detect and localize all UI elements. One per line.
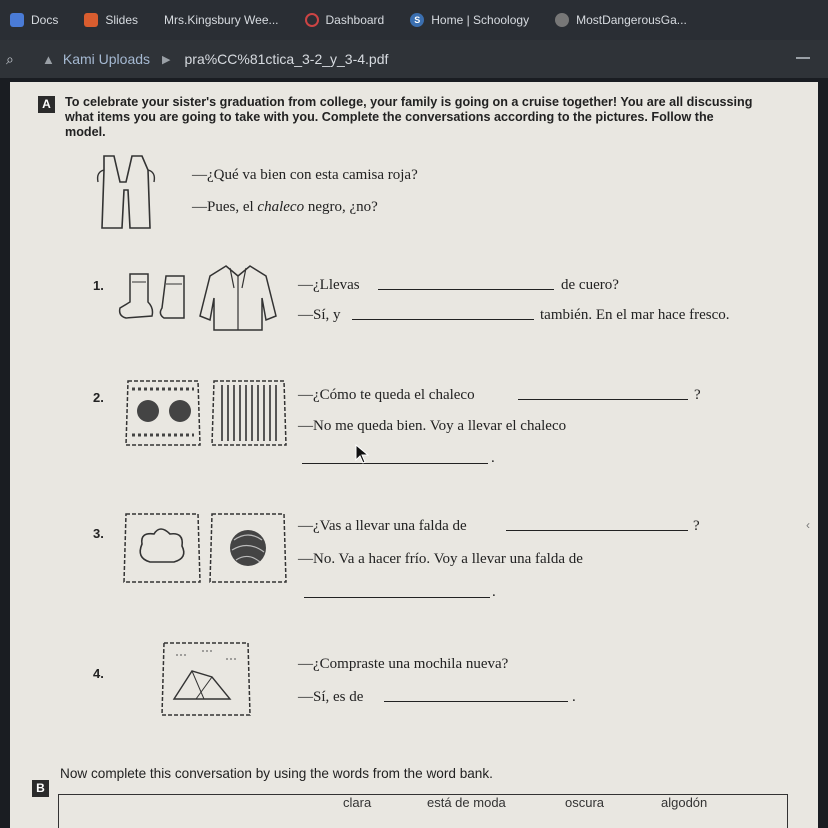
file-name[interactable]: pra%CC%81ctica_3-2_y_3-4.pdf (184, 51, 389, 67)
item-number: 4. (93, 666, 104, 681)
mouse-cursor-icon (355, 444, 369, 464)
item3-answer: —No. Va a hacer frío. Voy a llevar una falda de (298, 551, 583, 567)
bookmark-slides[interactable]: Slides (84, 13, 138, 27)
site-icon (555, 13, 569, 27)
bookmark-dashboard[interactable]: Dashboard (305, 13, 385, 27)
striped-fabric-image (208, 377, 290, 449)
item4-answer-end: . (572, 689, 576, 705)
boots-image (108, 268, 198, 328)
word-bank-item: oscura (565, 795, 605, 810)
bookmark-kingsbury[interactable]: Mrs.Kingsbury Wee... (164, 13, 279, 27)
model-answer: —Pues, el chaleco negro, ¿no? (192, 199, 378, 215)
slides-icon (84, 13, 98, 27)
item2-question-start: —¿Cómo te queda el chaleco (298, 387, 475, 403)
item1-answer-end: también. En el mar hace fresco. (540, 307, 730, 323)
answer-blank-3a[interactable] (506, 530, 688, 531)
answer-blank-4[interactable] (384, 701, 568, 702)
exercise-b-instructions: Now complete this conversation by using the words from the word bank. (60, 766, 493, 781)
word-bank-item: algodón (661, 795, 708, 810)
exercise-b-tag: B (32, 780, 49, 797)
chevron-right-icon: ▶ (162, 53, 171, 66)
drive-icon: ▲ (42, 51, 55, 67)
jacket-image (196, 262, 280, 334)
breadcrumb-kami-uploads[interactable]: Kami Uploads (62, 51, 151, 67)
search-icon[interactable]: ⌕ (6, 50, 14, 67)
exercise-a-instructions: To celebrate your sister's graduation from college, your family is going on a cruise together! You are all discussing what items you are going to take with you. Complete the conversations according to the pictures. Follow the model. (65, 95, 753, 139)
item2-answer: —No me queda bien. Voy a llevar el chaleco (298, 418, 567, 434)
item-number: 1. (93, 278, 104, 293)
answer-blank-1a[interactable] (378, 289, 554, 290)
item2-answer-end: . (491, 450, 495, 466)
bookmarks-bar (0, 0, 828, 40)
item3-answer-end: . (492, 584, 496, 600)
item1-question-start: —¿Llevas (298, 277, 360, 293)
bookmark-schoology[interactable]: S Home | Schoology (410, 13, 529, 27)
docs-icon (10, 13, 24, 27)
answer-blank-2a[interactable] (518, 399, 688, 400)
patterned-fabric-image (122, 377, 204, 449)
word-bank (58, 794, 788, 828)
canvas-fabric-image (156, 637, 256, 721)
item4-question: —¿Compraste una mochila nueva? (298, 656, 509, 672)
edge-mark: ‹ (806, 518, 810, 532)
bookmark-mostdangerous[interactable]: MostDangerousGa... (555, 13, 687, 27)
item-number: 2. (93, 390, 104, 405)
minimize-icon[interactable] (796, 57, 810, 59)
answer-blank-1b[interactable] (352, 319, 534, 320)
model-question: —¿Qué va bien con esta camisa roja? (192, 167, 418, 183)
dashboard-icon (305, 13, 319, 27)
answer-blank-2b[interactable] (302, 463, 488, 464)
schoology-icon: S (410, 13, 424, 27)
answer-blank-3b[interactable] (304, 597, 490, 598)
wool-yarn-image (206, 510, 290, 586)
pdf-page (10, 82, 818, 828)
vest-image (86, 152, 166, 234)
cotton-fabric-image (120, 510, 204, 586)
item-number: 3. (93, 526, 104, 541)
word-bank-item: está de moda (427, 795, 506, 810)
item1-answer-start: —Sí, y (298, 307, 341, 323)
item2-question-end: ? (694, 387, 701, 403)
item4-answer-start: —Sí, es de (298, 689, 364, 705)
exercise-a-tag: A (38, 96, 55, 113)
item3-question-start: —¿Vas a llevar una falda de (298, 518, 467, 534)
word-bank-item: clara (343, 795, 372, 810)
item1-question-end: de cuero? (561, 277, 619, 293)
item3-question-end: ? (693, 518, 700, 534)
kami-toolbar (0, 40, 828, 78)
bookmark-docs[interactable]: Docs (10, 13, 58, 27)
